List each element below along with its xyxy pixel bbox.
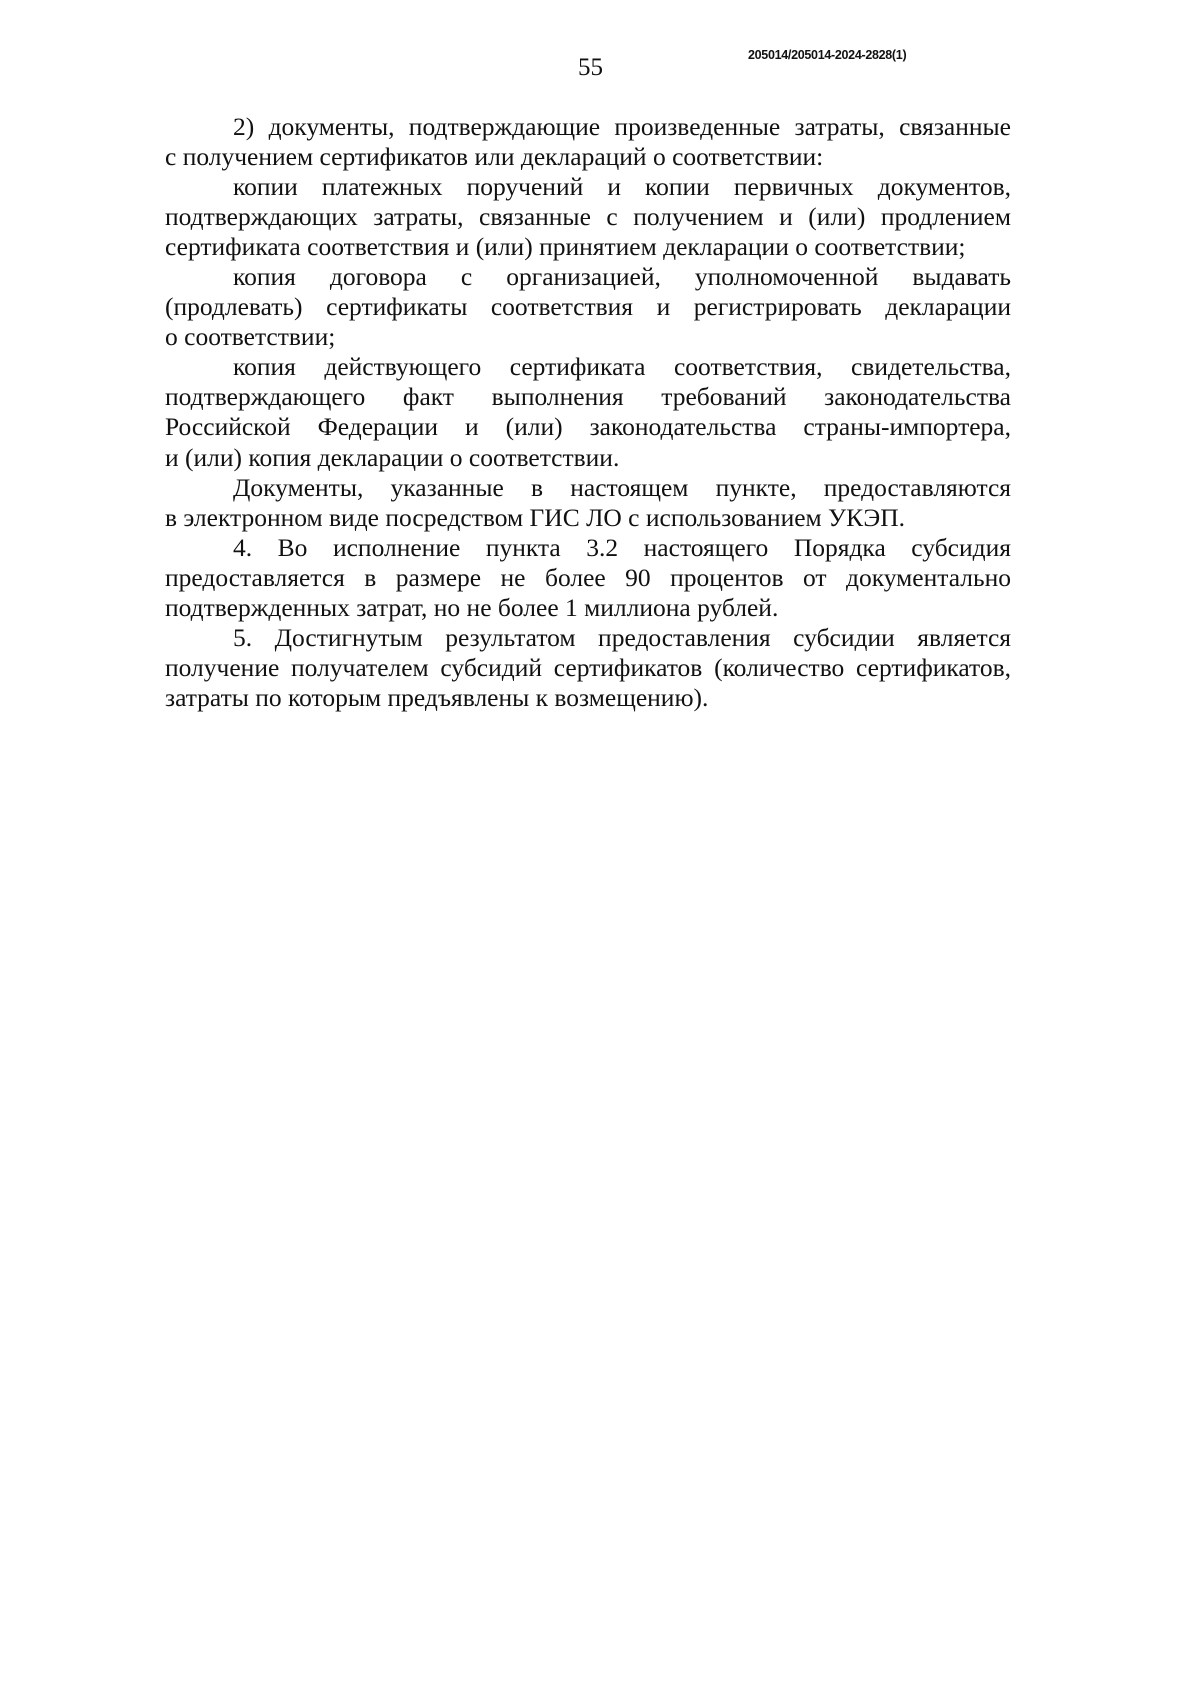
paragraph-line: получение получателем субсидий сертификатов (количество сертификатов, [165,652,1011,682]
page-number: 55 [578,54,603,81]
paragraph-line: и (или) копия декларации о соответствии. [165,442,620,472]
paragraph-line: предоставляется в размере не более 90 процентов от документально [165,562,1011,592]
paragraph-line: подтверждающих затраты, связанные с получением и (или) продлением [165,202,1011,232]
paragraph-line: Документы, указанные в настоящем пункте, предоставляются [233,472,1011,502]
paragraph-line: Российской Федерации и (или) законодательства страны-импортера, [165,412,1011,442]
paragraph-line: подтверждающего факт выполнения требований законодательства [165,382,1011,412]
paragraph [165,473,1011,533]
paragraph-line: 2) документы, подтверждающие произведенные затраты, связанные [233,112,1011,141]
paragraph-line: 4. Во исполнение пункта 3.2 настоящего Порядка субсидия [233,532,1011,562]
paragraph-line: (продлевать) сертификаты соответствия и регистрировать декларации [165,292,1011,322]
paragraph [165,172,1011,262]
paragraph [165,352,1011,472]
paragraph [165,533,1011,623]
paragraph [165,623,1011,713]
paragraph [165,262,1011,352]
paragraph-line: о соответствии; [165,322,336,352]
document-id: 205014/205014-2024-2828(1) [748,48,907,62]
paragraph-line: с получением сертификатов или деклараций о соответствии: [165,142,824,172]
paragraph-line: копия договора с организацией, уполномоченной выдавать [233,262,1011,292]
paragraph-line: копия действующего сертификата соответствия, свидетельства, [233,352,1011,382]
paragraph-line: затраты по которым предъявлены к возмещению). [165,682,709,712]
paragraph-line: копии платежных поручений и копии первичных документов, [233,172,1011,202]
paragraph [165,112,1011,172]
document-body [165,112,1011,713]
paragraph-line: в электронном виде посредством ГИС ЛО с использованием УКЭП. [165,502,906,532]
paragraph-line: 5. Достигнутым результатом предоставления субсидии является [233,622,1011,652]
paragraph-line: подтвержденных затрат, но не более 1 миллиона рублей. [165,592,779,622]
paragraph-line: сертификата соответствия и (или) принятием декларации о соответствии; [165,232,966,262]
